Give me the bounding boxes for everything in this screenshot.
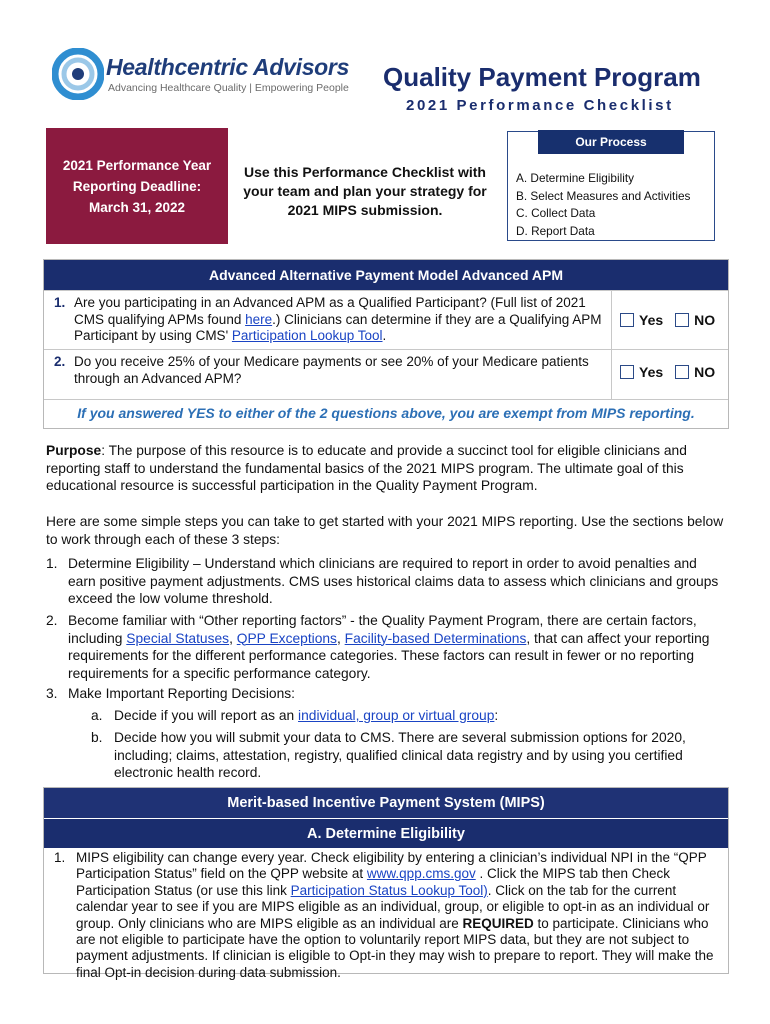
question-text: Do you receive 25% of your Medicare payments or see 20% of your Medicare patients through an Advanced APM?	[74, 354, 589, 386]
step-item	[46, 612, 726, 682]
yes-label: Yes	[639, 364, 664, 381]
process-steps-list	[516, 170, 690, 240]
page-title: Quality Payment Program	[383, 62, 701, 92]
item-number: 1.	[54, 850, 66, 865]
checklist-note: Use this Performance Checklist with your team and plan your strategy for 2021 MIPS submission.	[243, 164, 487, 218]
sub-step-text: Decide if you will report as an	[114, 708, 299, 723]
no-label: NO	[694, 364, 716, 381]
advanced-apm-table	[43, 259, 729, 429]
special-statuses-link[interactable]: Special Statuses	[126, 630, 230, 646]
intro-paragraph: Here are some simple steps you can take to get started with your 2021 MIPS reporting. Use the sections below to work through each of these 3 steps:	[46, 514, 724, 547]
step-item	[46, 555, 726, 608]
deadline-line-3: March 31, 2022	[88, 200, 186, 215]
item-text: . Click the MIPS tab then Check Participation Status (or use this link	[76, 866, 671, 898]
apm-question-row	[44, 290, 728, 349]
required-emphasis: REQUIRED	[462, 915, 534, 931]
yes-no-group	[620, 311, 715, 329]
our-process-box	[507, 131, 715, 241]
apm-question-row	[44, 349, 728, 399]
our-process-title: Our Process	[538, 130, 684, 154]
item-text: to participate. Clinicians who are not eligible to participate have the option to voluntarily report MIPS data, but they are not subject to payment adjustments. If clinician is eligible to Opt-in they may wish to prepare to report. They will make the final Opt-in decision during data submission.	[76, 915, 714, 980]
process-step: D. Report Data	[516, 223, 595, 238]
process-step: B. Select Measures and Activities	[516, 188, 691, 203]
qpp-website-link[interactable]: www.qpp.cms.gov	[366, 866, 476, 882]
step-number: 1.	[46, 556, 58, 571]
question-text: Are you participating in an Advanced APM as a Qualified Participant? (Full list of 2021 CMS qualifying APMs found	[74, 295, 586, 327]
facility-based-link[interactable]: Facility-based Determinations	[344, 630, 527, 646]
mips-section-header: A. Determine Eligibility	[44, 818, 728, 848]
step-text: Become familiar with “Other reporting factors” - the Quality Payment Program, there are certain factors, including	[68, 613, 697, 646]
yes-checkbox[interactable]	[620, 365, 634, 379]
step-item	[46, 685, 726, 703]
deadline-line-2: Reporting Deadline:	[72, 179, 202, 194]
page-subtitle: 2021 Performance Checklist	[406, 97, 674, 114]
yes-no-group	[620, 363, 715, 381]
participation-status-lookup-link[interactable]: Participation Status Lookup Tool)	[290, 882, 488, 898]
sub-step-letter: a.	[91, 708, 103, 723]
purpose-paragraph	[46, 442, 726, 495]
apm-exempt-note: If you answered YES to either of the 2 questions above, you are exempt from MIPS reporting.	[44, 399, 728, 428]
mips-eligibility-item	[44, 848, 728, 981]
yes-checkbox[interactable]	[620, 313, 634, 327]
process-step: A. Determine Eligibility	[516, 171, 635, 185]
no-checkbox[interactable]	[675, 313, 689, 327]
individual-group-link[interactable]: individual, group or virtual group	[298, 708, 495, 723]
logo-mark-icon	[52, 48, 104, 100]
logo-tagline: Advancing Healthcare Quality | Empowering People	[108, 82, 349, 94]
apm-question-2	[54, 354, 610, 387]
sub-step-text: Decide how you will submit your data to CMS. There are several submission options for 2020, including; claims, attestation, registry, qualified clinical data registry and by using you certified electronic health record.	[114, 730, 686, 780]
purpose-label: Purpose	[46, 443, 102, 458]
step-number: 3.	[46, 686, 58, 701]
sub-step-item	[46, 707, 726, 725]
step-text: , that can affect your reporting requirements for the different performance categories. These factors can result in fewer or no reporting requirements for a specific performance category.	[68, 630, 710, 681]
apm-table-header: Advanced Alternative Payment Model Advanced APM	[44, 260, 728, 290]
no-checkbox[interactable]	[675, 365, 689, 379]
logo-name: Healthcentric Advisors	[106, 54, 350, 80]
process-step: C. Collect Data	[516, 206, 596, 220]
healthcentric-logo	[52, 48, 362, 104]
apm-question-1	[54, 295, 610, 345]
qpp-exceptions-link[interactable]: QPP Exceptions	[236, 630, 337, 646]
mips-table-header: Merit-based Incentive Payment System (MIPS)	[44, 788, 728, 818]
sub-step-letter: b.	[91, 730, 103, 745]
deadline-line-1: 2021 Performance Year	[62, 158, 212, 173]
item-text: MIPS eligibility can change every year. Check eligibility by entering a clinician’s individual NPI in the “QPP Participation Status” field on the QPP website at	[76, 850, 707, 882]
yes-label: Yes	[639, 312, 664, 329]
step-text: ,	[229, 630, 237, 646]
sub-step-text: :	[494, 708, 499, 723]
deadline-box	[46, 128, 228, 244]
column-divider	[611, 291, 612, 349]
step-number: 2.	[46, 613, 58, 628]
question-number: 2.	[54, 354, 66, 369]
question-number: 1.	[54, 295, 66, 310]
question-text: .	[382, 328, 387, 343]
sub-step-item	[46, 729, 706, 782]
apm-list-link[interactable]: here	[245, 311, 273, 327]
question-text: .) Clinicians can determine if they are a Qualifying APM Participant by using CMS'	[74, 311, 602, 343]
item-text: . Click on the tab for the current calendar year to see if you are MIPS eligible as an individual, group, or eligible to opt-in as an individual or group. Only clinicians who are MIPS eligible as an individual are	[76, 882, 710, 931]
mips-table	[43, 787, 729, 980]
no-label: NO	[694, 312, 716, 329]
step-text: ,	[336, 630, 345, 646]
step-text: Determine Eligibility – Understand which clinicians are required to report in order to avoid penalties and earn positive payment adjustments. CMS uses historical claims data to assess which clinicians and groups exceed the low volume threshold.	[68, 556, 719, 606]
column-divider	[611, 350, 612, 399]
purpose-text: : The purpose of this resource is to educate and provide a succinct tool for eligible clinicians and reporting staff to understand the fundamental basics of the 2021 MIPS program. The ultimate goal of this educational resource is successful participation in the Quality Payment Program.	[46, 443, 687, 493]
step-text: Make Important Reporting Decisions:	[68, 686, 295, 701]
participation-lookup-link[interactable]: Participation Lookup Tool	[231, 328, 383, 343]
